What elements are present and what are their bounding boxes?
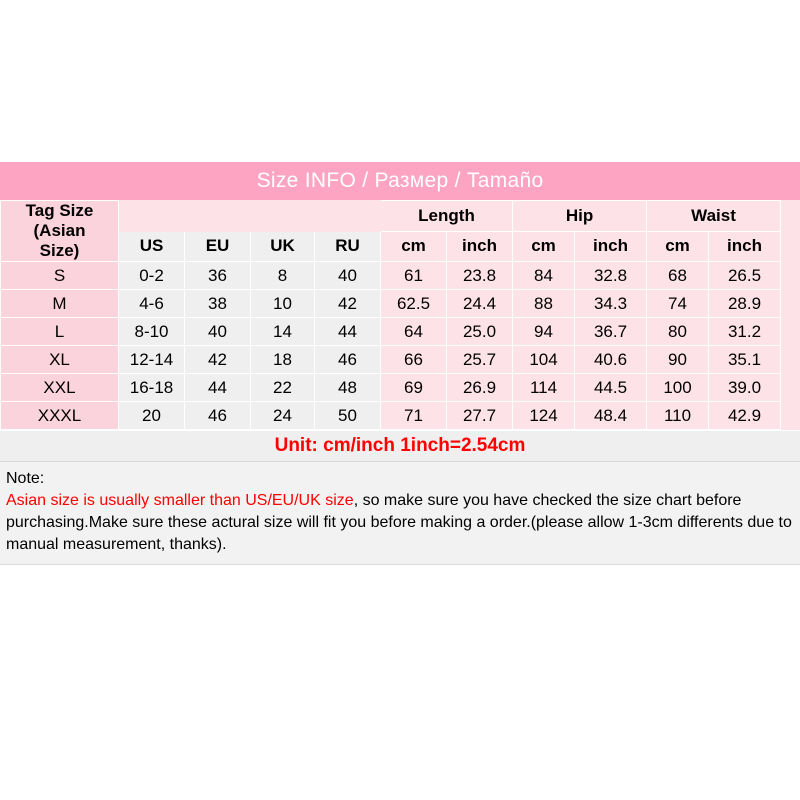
cell-waist-cm: 80 xyxy=(647,318,709,346)
blank-cell-ru xyxy=(315,201,381,232)
cell-length-inch: 27.7 xyxy=(447,402,513,430)
cell-eu: 46 xyxy=(185,402,251,430)
col-header-length-cm: cm xyxy=(381,231,447,262)
col-header-length-inch: inch xyxy=(447,231,513,262)
cell-hip-inch: 36.7 xyxy=(575,318,647,346)
cell-length-inch: 25.0 xyxy=(447,318,513,346)
cell-hip-cm: 114 xyxy=(513,374,575,402)
cell-ru: 48 xyxy=(315,374,381,402)
cell-length-cm: 61 xyxy=(381,262,447,290)
col-header-uk: UK xyxy=(251,231,315,262)
cell-uk: 24 xyxy=(251,402,315,430)
cell-tag: M xyxy=(1,290,119,318)
blank-cell-us xyxy=(119,201,185,232)
cell-hip-inch: 32.8 xyxy=(575,262,647,290)
cell-length-inch: 24.4 xyxy=(447,290,513,318)
cell-us: 4-6 xyxy=(119,290,185,318)
cell-waist-inch: 39.0 xyxy=(709,374,781,402)
cell-us: 0-2 xyxy=(119,262,185,290)
cell-tag: XXXL xyxy=(1,402,119,430)
cell-waist-cm: 100 xyxy=(647,374,709,402)
table-row xyxy=(1,374,800,402)
cell-ru: 46 xyxy=(315,346,381,374)
cell-ru: 50 xyxy=(315,402,381,430)
blank-cell-uk xyxy=(251,201,315,232)
cell-waist-cm: 74 xyxy=(647,290,709,318)
cell-uk: 14 xyxy=(251,318,315,346)
table-row xyxy=(1,346,800,374)
cell-hip-cm: 104 xyxy=(513,346,575,374)
cell-eu: 38 xyxy=(185,290,251,318)
table-row xyxy=(1,262,800,290)
cell-hip-inch: 40.6 xyxy=(575,346,647,374)
cell-waist-cm: 90 xyxy=(647,346,709,374)
tag-size-header-line-3: Size) xyxy=(39,241,80,261)
table-header-row-sub xyxy=(1,231,800,262)
cell-hip-cm: 94 xyxy=(513,318,575,346)
note-label: Note: xyxy=(6,470,45,488)
note-rest-text: , so make sure you have checked the size chart before purchasing.Make sure these actural size will fit you before making a order.(please allow 1-3cm differents due to manual measurement, thanks). xyxy=(6,491,792,553)
cell-uk: 22 xyxy=(251,374,315,402)
cell-hip-cm: 124 xyxy=(513,402,575,430)
tag-size-header-line-1: Tag Size xyxy=(25,201,94,220)
note-red-text: Asian size is usually smaller than US/EU/UK size xyxy=(6,491,354,509)
cell-ru: 44 xyxy=(315,318,381,346)
cell-tag: XL xyxy=(1,346,119,374)
cell-length-cm: 71 xyxy=(381,402,447,430)
cell-uk: 18 xyxy=(251,346,315,374)
col-header-hip-cm: cm xyxy=(513,231,575,262)
tag-size-header-line-2: (Asian xyxy=(33,221,86,241)
blank-cell-edge-row xyxy=(781,318,800,346)
cell-hip-cm: 88 xyxy=(513,290,575,318)
cell-length-inch: 23.8 xyxy=(447,262,513,290)
group-header-waist: Waist xyxy=(647,201,781,232)
table-row xyxy=(1,402,800,430)
cell-waist-inch: 26.5 xyxy=(709,262,781,290)
col-header-ru: RU xyxy=(315,231,381,262)
table-row xyxy=(1,290,800,318)
tag-size-header xyxy=(1,201,119,262)
cell-waist-cm: 68 xyxy=(647,262,709,290)
size-chart xyxy=(0,162,800,565)
blank-cell-edge-row xyxy=(781,346,800,374)
note-box xyxy=(0,461,800,565)
group-header-length: Length xyxy=(381,201,513,232)
col-header-waist-inch: inch xyxy=(709,231,781,262)
cell-waist-cm: 110 xyxy=(647,402,709,430)
blank-cell-eu xyxy=(185,201,251,232)
size-table xyxy=(0,200,800,430)
cell-tag: XXL xyxy=(1,374,119,402)
cell-uk: 8 xyxy=(251,262,315,290)
cell-waist-inch: 42.9 xyxy=(709,402,781,430)
cell-eu: 36 xyxy=(185,262,251,290)
cell-us: 8-10 xyxy=(119,318,185,346)
table-header-row-groups xyxy=(1,201,800,232)
size-info-title: Size INFO / Размер / Tamaño xyxy=(0,162,800,200)
cell-waist-inch: 35.1 xyxy=(709,346,781,374)
cell-us: 12-14 xyxy=(119,346,185,374)
cell-waist-inch: 28.9 xyxy=(709,290,781,318)
cell-length-inch: 25.7 xyxy=(447,346,513,374)
cell-eu: 44 xyxy=(185,374,251,402)
cell-waist-inch: 31.2 xyxy=(709,318,781,346)
unit-note: Unit: cm/inch 1inch=2.54cm xyxy=(0,430,800,461)
cell-hip-cm: 84 xyxy=(513,262,575,290)
cell-uk: 10 xyxy=(251,290,315,318)
cell-tag: S xyxy=(1,262,119,290)
cell-length-cm: 62.5 xyxy=(381,290,447,318)
blank-cell-edge-row xyxy=(781,262,800,290)
blank-cell-edge-2 xyxy=(781,231,800,262)
cell-eu: 40 xyxy=(185,318,251,346)
col-header-hip-inch: inch xyxy=(575,231,647,262)
cell-length-cm: 64 xyxy=(381,318,447,346)
group-header-hip: Hip xyxy=(513,201,647,232)
cell-hip-inch: 44.5 xyxy=(575,374,647,402)
cell-ru: 42 xyxy=(315,290,381,318)
cell-hip-inch: 48.4 xyxy=(575,402,647,430)
blank-cell-edge-row xyxy=(781,402,800,430)
table-row xyxy=(1,318,800,346)
cell-us: 20 xyxy=(119,402,185,430)
note-text xyxy=(6,490,794,556)
cell-length-cm: 69 xyxy=(381,374,447,402)
cell-tag: L xyxy=(1,318,119,346)
cell-hip-inch: 34.3 xyxy=(575,290,647,318)
blank-cell-edge-row xyxy=(781,290,800,318)
cell-eu: 42 xyxy=(185,346,251,374)
col-header-waist-cm: cm xyxy=(647,231,709,262)
col-header-eu: EU xyxy=(185,231,251,262)
blank-cell-edge-row xyxy=(781,374,800,402)
col-header-us: US xyxy=(119,231,185,262)
cell-ru: 40 xyxy=(315,262,381,290)
cell-length-inch: 26.9 xyxy=(447,374,513,402)
cell-length-cm: 66 xyxy=(381,346,447,374)
cell-us: 16-18 xyxy=(119,374,185,402)
blank-cell-edge xyxy=(781,201,800,232)
